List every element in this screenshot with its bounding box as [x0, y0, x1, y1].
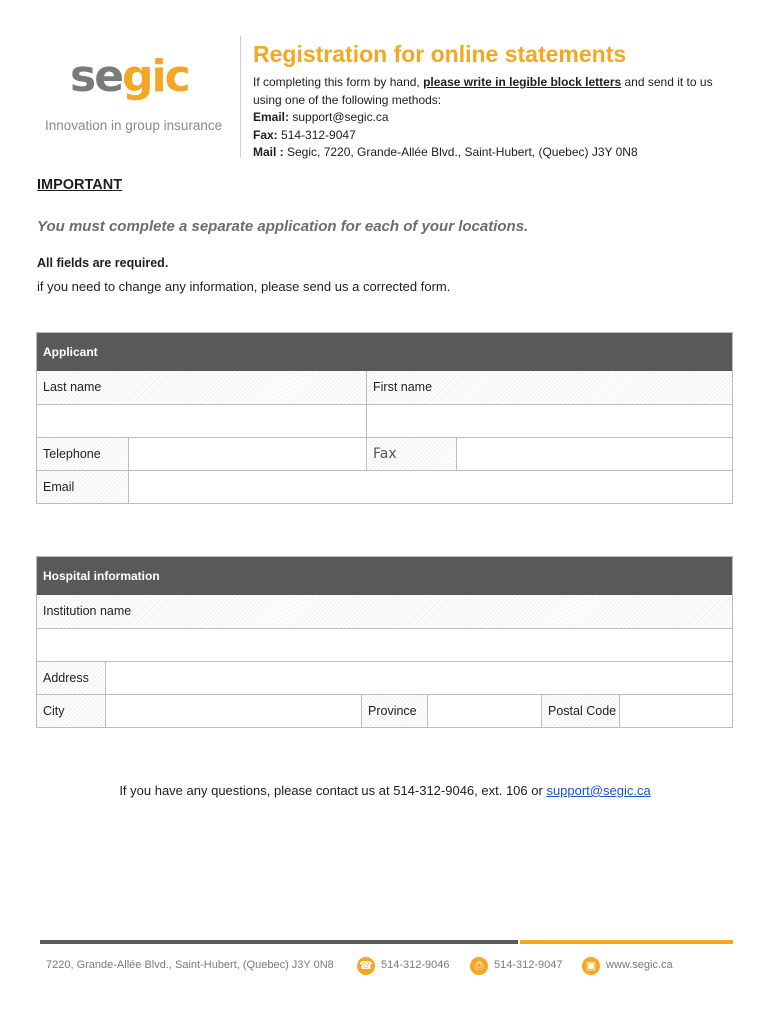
postal-code-label: Postal Code: [541, 695, 619, 727]
institution-label-row: [37, 595, 732, 628]
email-line: Email: support@segic.ca: [253, 110, 389, 124]
applicant-section: [36, 332, 733, 504]
address-field[interactable]: [105, 662, 732, 694]
city-field[interactable]: [105, 695, 361, 727]
province-label: Province: [361, 695, 427, 727]
important-title: IMPORTANT: [37, 177, 123, 193]
first-name-label: First name: [366, 371, 732, 404]
mail-line: Mail : Segic, 7220, Grande-Allée Blvd., Saint-Hubert, (Quebec) J3Y 0N8: [253, 145, 638, 159]
address-label: Address: [37, 662, 105, 694]
city-label: City: [37, 695, 105, 727]
footer-web: www.segic.ca: [606, 959, 673, 971]
support-email-link[interactable]: support@segic.ca: [546, 783, 651, 798]
institution-label: Institution name: [37, 595, 732, 628]
web-icon: ▣: [582, 957, 600, 975]
footer: [46, 957, 736, 977]
province-field[interactable]: [427, 695, 541, 727]
fax-label: Fax: [366, 438, 456, 470]
telephone-label: Telephone: [37, 438, 128, 470]
segic-logo: [40, 46, 230, 146]
name-labels-row: [37, 371, 732, 404]
header-divider: [240, 36, 241, 158]
fax-field[interactable]: [456, 438, 732, 470]
footer-address: 7220, Grande-Allée Blvd., Saint-Hubert, (Quebec) J3Y 0N8: [46, 959, 334, 971]
telephone-field[interactable]: [128, 438, 366, 470]
required-notice: All fields are required.: [37, 256, 169, 270]
important-subtitle: You must complete a separate application for each of your locations.: [37, 218, 529, 235]
contact-line: If you have any questions, please contact us at 514-312-9046, ext. 106 or support@segic.ca: [119, 783, 651, 798]
footer-bar-orange: [520, 940, 733, 944]
hospital-section: [36, 556, 733, 728]
footer-phone: 514-312-9046: [381, 959, 450, 971]
postal-code-field[interactable]: [619, 695, 732, 727]
email-row: [37, 470, 732, 503]
last-name-field[interactable]: [37, 405, 366, 437]
institution-field-row: [37, 628, 732, 661]
phone-row: [37, 437, 732, 470]
intro-text: If completing this form by hand, please write in legible block letters and send it to us using one of the following methods:: [253, 75, 713, 107]
email-field[interactable]: [128, 471, 732, 503]
hospital-heading: Hospital information: [37, 557, 732, 595]
logo-tagline: Innovation in group insurance: [45, 118, 223, 133]
page-title: Registration for online statements: [253, 41, 627, 67]
footer-bar-dark: [40, 940, 518, 944]
first-name-field[interactable]: [366, 405, 732, 437]
email-label: Email: [37, 471, 128, 503]
fax-line: Fax: 514-312-9047: [253, 127, 356, 142]
logo-wordmark: segic: [70, 51, 189, 102]
name-fields-row: [37, 404, 732, 437]
address-row: [37, 661, 732, 694]
footer-fax: 514-312-9047: [494, 959, 563, 971]
phone-icon: ☎: [357, 957, 375, 975]
last-name-label: Last name: [37, 371, 366, 404]
header: [253, 40, 743, 162]
change-notice: if you need to change any information, please send us a corrected form.: [37, 279, 451, 294]
institution-field[interactable]: [37, 629, 732, 661]
applicant-heading: Applicant: [37, 333, 732, 371]
city-row: [37, 694, 732, 727]
fax-icon: ⎙: [470, 957, 488, 975]
